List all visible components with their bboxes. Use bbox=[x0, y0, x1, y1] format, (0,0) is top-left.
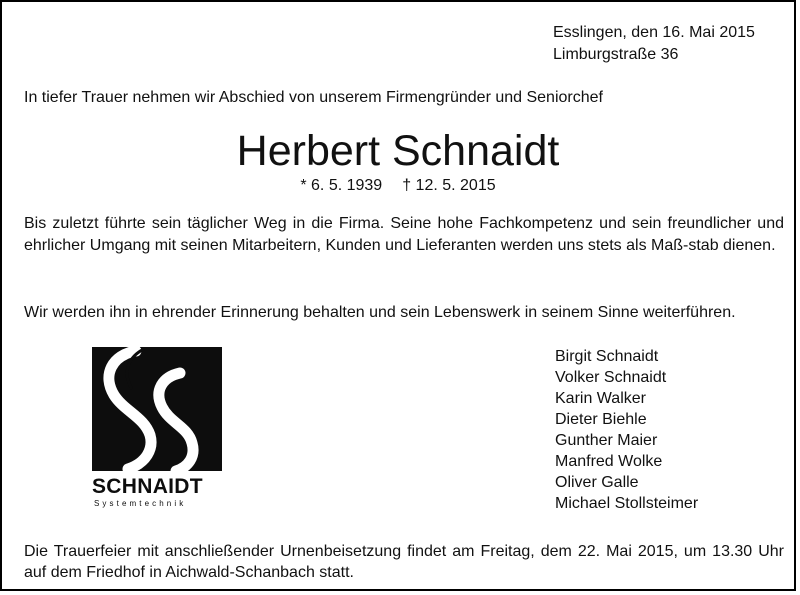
stylized-s-logo-icon bbox=[92, 347, 222, 471]
list-item: Birgit Schnaidt bbox=[555, 348, 659, 365]
logo-subtitle: Systemtechnik bbox=[94, 499, 187, 508]
life-dates bbox=[2, 176, 794, 196]
street-address: Limburgstraße 36 bbox=[553, 46, 679, 63]
list-item: Oliver Galle bbox=[555, 474, 639, 491]
list-item: Karin Walker bbox=[555, 390, 646, 407]
deceased-name: Herbert Schnaidt bbox=[236, 127, 560, 175]
funeral-info: Die Trauerfeier mit anschließender Urnenbeisetzung findet am Freitag, dem 22. Mai 2015, um 13.30 Uhr auf dem Friedhof in Aichwald-Schanbach statt. bbox=[24, 543, 784, 581]
remembrance-paragraph: Wir werden ihn in ehrender Erinnerung behalten und sein Lebenswerk in seinem Sinne weiterführen. bbox=[24, 304, 736, 321]
list-item: Volker Schnaidt bbox=[555, 369, 667, 386]
place-date: Esslingen, den 16. Mai 2015 bbox=[553, 24, 755, 41]
list-item: Gunther Maier bbox=[555, 432, 658, 449]
death-date: † 12. 5. 2015 bbox=[402, 177, 496, 194]
company-logo bbox=[92, 347, 222, 522]
birth-date: * 6. 5. 1939 bbox=[300, 177, 383, 194]
list-item: Manfred Wolke bbox=[555, 453, 663, 470]
logo-wordmark: SCHNAIDT bbox=[92, 475, 203, 498]
mourners-list bbox=[555, 346, 698, 514]
tribute-paragraph: Bis zuletzt führte sein täglicher Weg in die Firma. Seine hohe Fachkompetenz und sein freundlicher und ehrlicher Umgang mit seinen Mitarbeitern, Kunden und Lieferanten werden uns stets als Maß-stab dienen. bbox=[24, 215, 784, 254]
list-item: Michael Stollsteimer bbox=[555, 495, 699, 512]
intro-text: In tiefer Trauer nehmen wir Abschied von unserem Firmengründer und Seniorchef bbox=[24, 89, 603, 106]
list-item: Dieter Biehle bbox=[555, 411, 647, 428]
